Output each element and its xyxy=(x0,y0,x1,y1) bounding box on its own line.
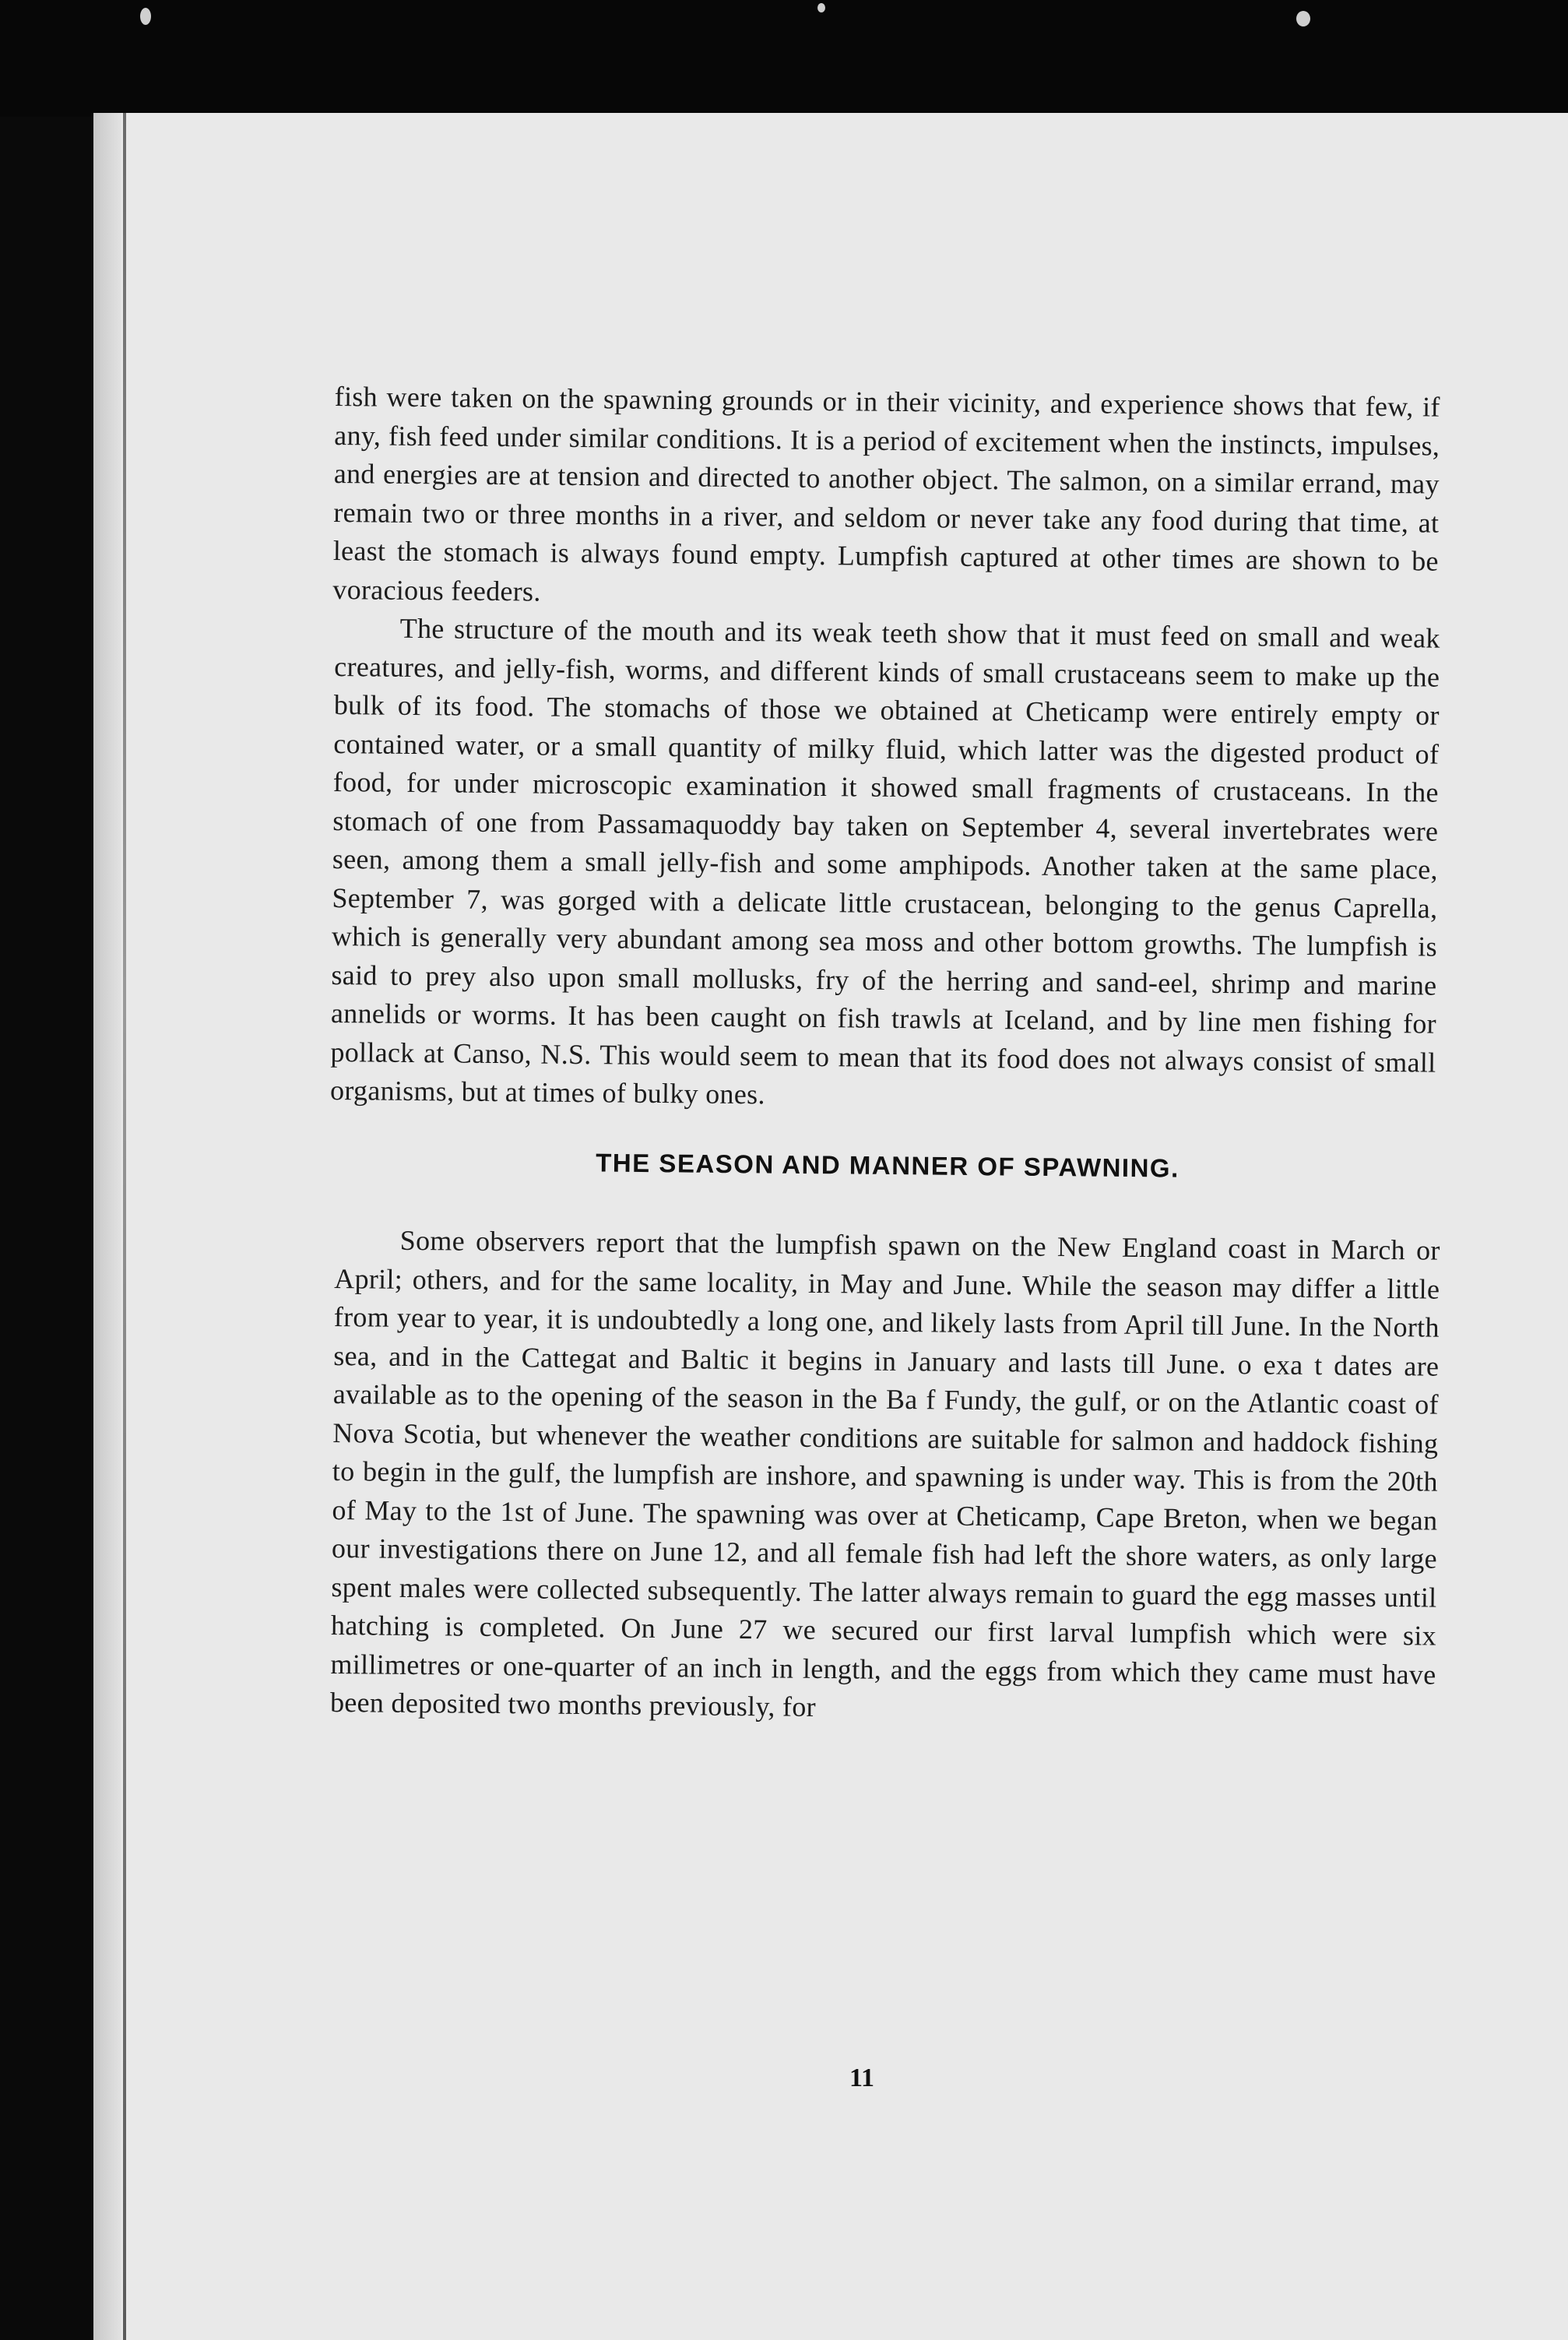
scan-background-top xyxy=(0,0,1568,117)
scan-speck xyxy=(817,3,825,12)
paragraph: fish were taken on the spawning grounds or in their vicinity, and experience shows that few, if any, fish feed under similar conditions. It is a period of excitement when the instincts, impulses, and energies are at tension and directed to another object. The salmon, on a similar errand, may remain two or three months in a river, and seldom or never take any food during that time, at least the stomach is always found empty. Lumpfish captured at other times are shown to be voracious feeders. xyxy=(332,380,1440,607)
paragraph: Some observers report that the lumpfish spawn on the New England coast in March or April; others, and for the same locality, in May and June. While the season may differ a little from year to year, it is undoubtedly a long one, and likely lasts from April till June. In the North sea, and in the Cattegat and Baltic it begins in January and lasts till June. o exa t dates are available as to the opening of the season in the Ba f Fundy, the gulf, or on the Atlantic coast of Nova Scotia, but whenever the weather conditions are suitable for salmon and haddock fishing to begin in the gulf, the lumpfish are inshore, and spawning is under way. This is from the 20th of May to the 1st of June. The spawning was over at Cheticamp, Cape Breton, when we began our investigations there on June 12, and all female fish had left the shore waters, as only large spent males were collected subsequently. The latter always remain to guard the egg masses until hatching is completed. On June 27 we secured our first larval lumpfish which were six millimetres or one-quarter of an inch in length, and the eggs from which they came must have been deposited two months previously, for xyxy=(329,1224,1440,1722)
document-page xyxy=(93,113,1568,2340)
page-number: 11 xyxy=(849,2064,875,2092)
body-text xyxy=(329,378,1440,1722)
paragraph: The structure of the mouth and its weak teeth show that it must feed on small and weak creatures, and jelly-fish, worms, and different kinds of small crustaceans seem to make up the bulk of its food. The stomachs of those we obtained at Cheticamp were entirely empty or contained water, or a small quantity of milky fluid, which latter was the digested product of food, for under microscopic examination it showed small fragments of crustaceans. In the stomach of one from Passamaquoddy bay taken on September 4, several invertebrates were seen, among them a small jelly-fish and some amphipods. Another taken at the same place, September 7, was gorged with a delicate little crustacean, belonging to the genus Caprella, which is generally very abundant among sea moss and other bottom growths. The lumpfish is said to prey also upon small mollusks, fry of the herring and sand-eel, shrimp and marine annelids or worms. It has been caught on fish trawls at Iceland, and by line men fishing for pollack at Canso, N.S. This would seem to mean that its food does not always consist of small organisms, but at times of bulky ones. xyxy=(329,612,1440,1110)
scan-speck xyxy=(1296,11,1310,26)
scan-speck xyxy=(140,8,151,25)
section-heading: THE SEASON AND MANNER OF SPAWNING. xyxy=(596,1147,1180,1183)
